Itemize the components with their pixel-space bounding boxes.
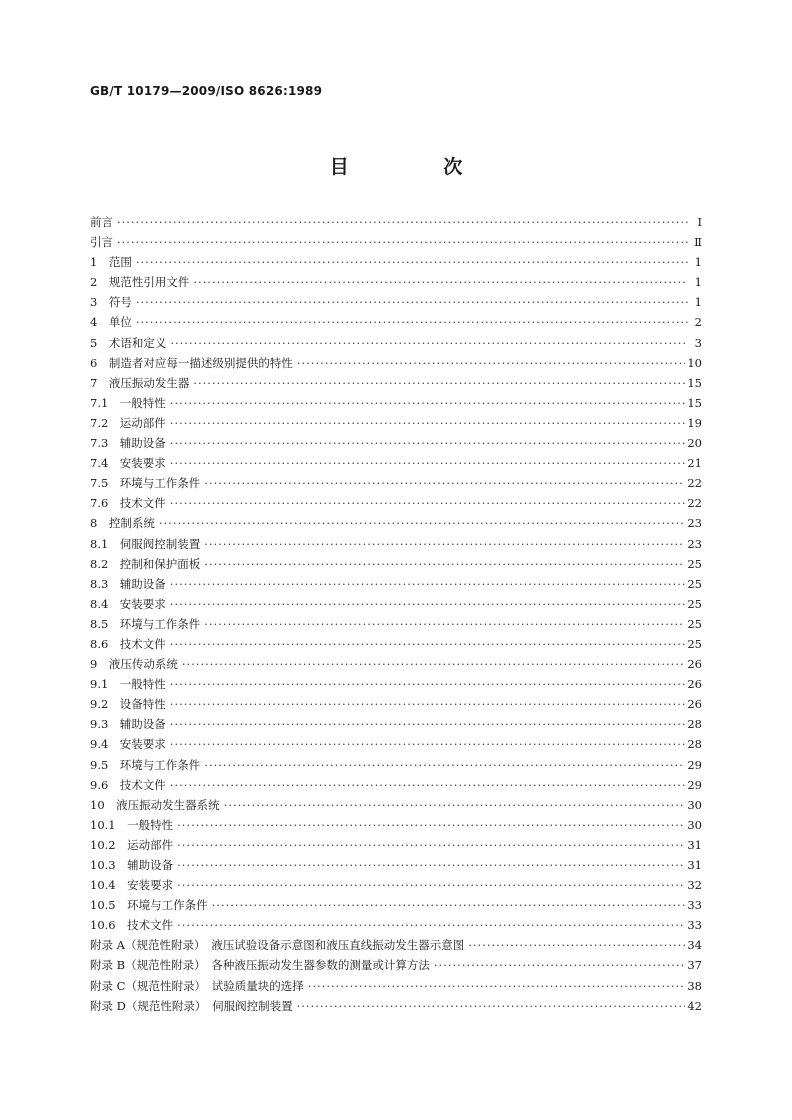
toc-entry[interactable] bbox=[90, 736, 702, 756]
toc-leader-dots bbox=[170, 637, 686, 651]
toc-entry-page: 1 bbox=[694, 275, 702, 290]
toc-entry[interactable] bbox=[90, 696, 702, 716]
toc-leader-dots bbox=[177, 878, 685, 892]
toc-entry-label: 7.2 运动部件 bbox=[90, 415, 166, 430]
toc-entry-label: 8.4 安装要求 bbox=[90, 596, 166, 611]
toc-entry-label: 7.3 辅助设备 bbox=[90, 436, 166, 451]
toc-entry-page: 28 bbox=[687, 737, 702, 752]
toc-leader-dots bbox=[170, 456, 686, 470]
toc-leader-dots bbox=[177, 818, 685, 832]
toc-entry[interactable] bbox=[90, 917, 702, 937]
toc-entry-page: 1 bbox=[694, 295, 702, 310]
toc-entry[interactable] bbox=[90, 676, 702, 696]
toc-entry[interactable] bbox=[90, 576, 702, 596]
toc-entry-page: 29 bbox=[687, 757, 702, 772]
toc-leader-dots bbox=[308, 979, 686, 993]
toc-entry[interactable] bbox=[90, 757, 702, 777]
toc-entry-page: 1 bbox=[694, 255, 702, 270]
toc-entry-label: 引言 bbox=[90, 235, 113, 250]
toc-entry-label: 2 规范性引用文件 bbox=[90, 275, 190, 290]
toc-entry-label: 前言 bbox=[90, 215, 113, 229]
toc-entry[interactable] bbox=[90, 294, 702, 314]
toc-leader-dots bbox=[204, 758, 685, 772]
toc-leader-dots bbox=[434, 958, 686, 972]
toc-entry-page: 32 bbox=[687, 878, 702, 893]
toc-entry[interactable] bbox=[90, 515, 702, 535]
toc-entry[interactable] bbox=[90, 455, 702, 475]
toc-leader-dots bbox=[204, 476, 685, 490]
toc-entry-page: 25 bbox=[687, 556, 702, 571]
toc-entry-label: 8 控制系统 bbox=[90, 516, 155, 531]
toc-leader-dots bbox=[193, 376, 685, 390]
toc-entry-label: 7 液压振动发生器 bbox=[90, 375, 190, 390]
toc-leader-dots bbox=[212, 898, 686, 912]
toc-leader-dots bbox=[170, 717, 686, 731]
toc-entry[interactable] bbox=[90, 415, 702, 435]
toc-entry[interactable] bbox=[90, 375, 702, 395]
toc-entry[interactable] bbox=[90, 234, 702, 254]
toc-leader-dots bbox=[204, 557, 685, 571]
toc-entry-label: 10.4 安装要求 bbox=[90, 878, 174, 893]
toc-entry[interactable] bbox=[90, 716, 702, 736]
toc-leader-dots bbox=[224, 798, 686, 812]
toc-entry-label: 10.1 一般特性 bbox=[90, 817, 174, 832]
toc-entry-page: 22 bbox=[687, 496, 702, 511]
document-header: GB/T 10179—2009/ISO 8626:1989 bbox=[90, 84, 323, 98]
toc-entry-page: 33 bbox=[687, 898, 702, 913]
toc-entry-page: 25 bbox=[687, 616, 702, 631]
toc-leader-dots bbox=[177, 858, 685, 872]
toc-entry-page: 37 bbox=[687, 958, 702, 973]
toc-entry-label: 附录 A（规范性附录） 液压试验设备示意图和液压直线振动发生器示意图 bbox=[90, 938, 465, 953]
toc-entry-label: 9.4 安装要求 bbox=[90, 737, 166, 752]
toc-entry-page: 25 bbox=[687, 576, 702, 591]
toc-leader-dots bbox=[170, 396, 686, 410]
toc-entry-label: 9.1 一般特性 bbox=[90, 677, 166, 692]
toc-leader-dots bbox=[468, 938, 685, 952]
toc-entry-page: Ⅰ bbox=[697, 215, 702, 229]
toc-leader-dots bbox=[297, 356, 686, 370]
toc-entry-label: 9.6 技术文件 bbox=[90, 777, 166, 792]
toc-entry[interactable] bbox=[90, 837, 702, 857]
toc-entry[interactable] bbox=[90, 937, 702, 957]
toc-entry[interactable] bbox=[90, 957, 702, 977]
toc-entry-label: 10.6 技术文件 bbox=[90, 918, 174, 933]
toc-entry[interactable] bbox=[90, 656, 702, 676]
toc-entry-page: 30 bbox=[687, 797, 702, 812]
toc-entry-page: 42 bbox=[687, 998, 702, 1013]
toc-entry[interactable] bbox=[90, 636, 702, 656]
toc-entry[interactable] bbox=[90, 877, 702, 897]
toc-entry[interactable] bbox=[90, 254, 702, 274]
toc-entry-label: 7.6 技术文件 bbox=[90, 496, 166, 511]
toc-entry[interactable] bbox=[90, 978, 702, 998]
toc-entry-label: 1 范围 bbox=[90, 255, 132, 270]
toc-entry-page: 15 bbox=[687, 375, 702, 390]
toc-entry-label: 8.6 技术文件 bbox=[90, 636, 166, 651]
toc-entry-page: 2 bbox=[694, 315, 702, 330]
toc-entry-label: 7.1 一般特性 bbox=[90, 395, 166, 410]
toc-entry[interactable] bbox=[90, 335, 702, 355]
toc-entry[interactable] bbox=[90, 857, 702, 877]
toc-leader-dots bbox=[204, 537, 685, 551]
toc-leader-dots bbox=[170, 496, 686, 510]
toc-leader-dots bbox=[117, 215, 688, 229]
toc-entry-page: 21 bbox=[687, 456, 702, 471]
toc-leader-dots bbox=[182, 657, 686, 671]
toc-entry-page: 20 bbox=[687, 436, 702, 451]
toc-entry[interactable] bbox=[90, 495, 702, 515]
toc-leader-dots bbox=[117, 235, 688, 249]
toc-entry[interactable] bbox=[90, 897, 702, 917]
toc-entry-label: 9 液压传动系统 bbox=[90, 657, 178, 672]
toc-leader-dots bbox=[177, 918, 685, 932]
toc-entry[interactable] bbox=[90, 556, 702, 576]
toc-entry-label: 8.3 辅助设备 bbox=[90, 576, 166, 591]
toc-entry[interactable] bbox=[90, 616, 702, 636]
toc-entry-label: 9.3 辅助设备 bbox=[90, 717, 166, 732]
toc-leader-dots bbox=[159, 516, 686, 530]
toc-entry-label: 8.1 伺服阀控制装置 bbox=[90, 536, 201, 551]
table-of-contents bbox=[90, 214, 702, 1018]
toc-entry-label: 7.4 安装要求 bbox=[90, 456, 166, 471]
toc-leader-dots bbox=[170, 597, 686, 611]
toc-entry-page: 28 bbox=[687, 717, 702, 732]
toc-leader-dots bbox=[297, 999, 686, 1013]
toc-entry-page: 23 bbox=[687, 536, 702, 551]
toc-entry-page: 10 bbox=[687, 355, 702, 370]
toc-entry-label: 附录 C（规范性附录） 试验质量块的选择 bbox=[90, 978, 304, 993]
toc-leader-dots bbox=[170, 577, 686, 591]
toc-leader-dots bbox=[193, 275, 688, 289]
toc-entry-label: 8.5 环境与工作条件 bbox=[90, 616, 201, 631]
toc-entry[interactable] bbox=[90, 274, 702, 294]
toc-entry-label: 10.3 辅助设备 bbox=[90, 858, 174, 872]
toc-entry-label: 3 符号 bbox=[90, 295, 132, 310]
toc-entry-label: 10.2 运动部件 bbox=[90, 837, 174, 852]
toc-entry-label: 10 液压振动发生器系统 bbox=[90, 797, 220, 812]
toc-leader-dots bbox=[170, 697, 686, 711]
toc-entry[interactable] bbox=[90, 395, 702, 415]
toc-entry[interactable] bbox=[90, 998, 702, 1018]
toc-entry-page: 19 bbox=[687, 415, 702, 430]
toc-entry-page: 15 bbox=[687, 395, 702, 410]
toc-entry-page: 31 bbox=[687, 837, 702, 852]
toc-entry[interactable] bbox=[90, 355, 702, 375]
toc-entry[interactable] bbox=[90, 777, 702, 797]
toc-entry-page: 31 bbox=[687, 858, 702, 872]
toc-leader-dots bbox=[136, 315, 688, 329]
toc-entry-page: 34 bbox=[687, 938, 702, 953]
toc-entry-label: 5 术语和定义 bbox=[90, 335, 167, 350]
toc-leader-dots bbox=[204, 617, 685, 631]
toc-leader-dots bbox=[170, 737, 686, 751]
toc-entry-label: 附录 B（规范性附录） 各种液压振动发生器参数的测量或计算方法 bbox=[90, 958, 430, 973]
toc-entry[interactable] bbox=[90, 475, 702, 495]
toc-leader-dots bbox=[136, 295, 688, 309]
toc-leader-dots bbox=[170, 336, 688, 350]
toc-leader-dots bbox=[177, 838, 685, 852]
toc-leader-dots bbox=[136, 255, 688, 269]
toc-entry-label: 9.5 环境与工作条件 bbox=[90, 757, 201, 772]
toc-entry[interactable] bbox=[90, 817, 702, 837]
toc-entry[interactable] bbox=[90, 596, 702, 616]
toc-entry-page: 26 bbox=[687, 677, 702, 692]
toc-entry-label: 10.5 环境与工作条件 bbox=[90, 898, 208, 913]
toc-entry-label: 6 制造者对应每一描述级别提供的特性 bbox=[90, 355, 293, 370]
toc-entry[interactable] bbox=[90, 314, 702, 334]
toc-entry-label: 9.2 设备特性 bbox=[90, 697, 166, 712]
toc-entry-page: 25 bbox=[687, 596, 702, 611]
toc-entry-label: 7.5 环境与工作条件 bbox=[90, 476, 201, 491]
toc-entry[interactable] bbox=[90, 797, 702, 817]
toc-leader-dots bbox=[170, 778, 686, 792]
toc-entry-page: 30 bbox=[687, 817, 702, 832]
toc-entry-page: 23 bbox=[687, 516, 702, 531]
toc-entry-page: 3 bbox=[694, 335, 702, 350]
toc-entry-page: 38 bbox=[687, 978, 702, 993]
toc-entry-label: 附录 D（规范性附录） 伺服阀控制装置 bbox=[90, 998, 293, 1013]
toc-entry-page: 26 bbox=[687, 657, 702, 672]
toc-entry-label: 8.2 控制和保护面板 bbox=[90, 556, 201, 571]
toc-entry-page: 22 bbox=[687, 476, 702, 491]
toc-entry-page: 33 bbox=[687, 918, 702, 933]
toc-entry-page: Ⅱ bbox=[694, 235, 702, 250]
toc-entry[interactable] bbox=[90, 435, 702, 455]
toc-entry[interactable] bbox=[90, 214, 702, 234]
toc-entry-label: 4 单位 bbox=[90, 315, 132, 330]
toc-entry-page: 26 bbox=[687, 697, 702, 712]
toc-leader-dots bbox=[170, 436, 686, 450]
toc-leader-dots bbox=[170, 677, 686, 691]
toc-entry-page: 25 bbox=[687, 636, 702, 651]
page-title: 目 次 bbox=[329, 156, 507, 178]
toc-leader-dots bbox=[170, 416, 686, 430]
toc-entry[interactable] bbox=[90, 536, 702, 556]
toc-entry-page: 29 bbox=[687, 777, 702, 792]
